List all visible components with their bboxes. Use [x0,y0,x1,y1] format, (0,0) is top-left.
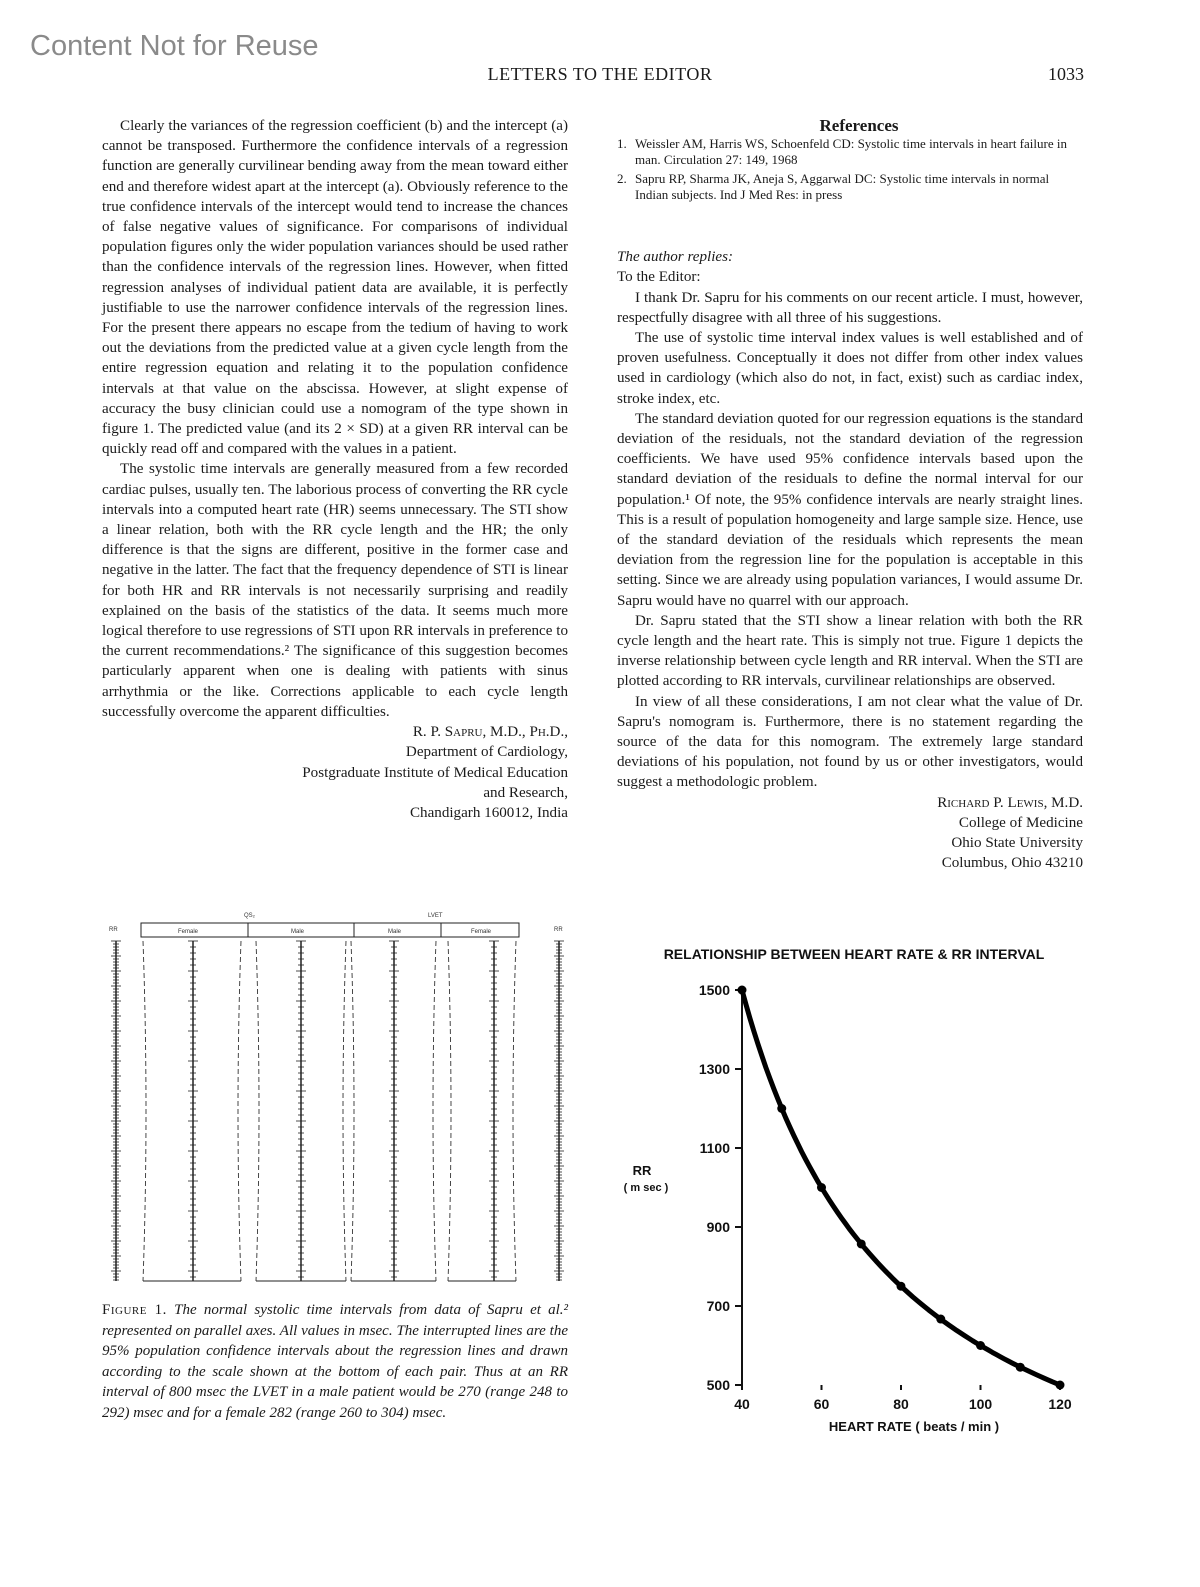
page-number: 1033 [1048,64,1084,84]
y-axis-label: RR [632,1163,652,1178]
left-paragraph-2: The systolic time intervals are generally measured from a few recorded cardiac pulses, usually ten. The laborious process of converting the RR cycle intervals into a computed heart rate (HR) seems unnecessary. The STI show a linear relation, both with the RR cycle length and the HR; the only difference is that the signs are different, positive in the former case and negative in the latter. The fact that the frequency dependence of STI is linear for both HR and RR intervals is not necessarily surprising and readily explained on the basis of the statistics of the data. It seems much more logical therefore to use regressions of STI upon RR intervals in preference to the current recommendations.² The significance of this suggestion becomes particularly apparent when one is dealing with patients with sinus arrhythmia or the like. Corrections applicable to each cycle length successfully overcome the apparent difficulties. [102,461,568,720]
confidence-interval-line [238,941,241,1281]
confidence-interval-line [256,941,259,1281]
figure1-caption [102,1300,568,1423]
group-label-qs2: QS₂ [244,913,255,919]
sapru-signature-inst: Postgraduate Institute of Medical Education [302,764,568,781]
reply-salutation: To the Editor: [617,269,701,286]
confidence-interval-line [448,941,451,1281]
lewis-signature-name: Richard P. Lewis, M.D. [937,794,1083,811]
data-point [1056,1381,1065,1390]
sapru-signature-city: Chandigarh 160012, India [409,804,568,821]
reference-item [617,171,1083,203]
y-tick-label: 1100 [699,1140,730,1156]
panel-label-female-1: Female [178,929,199,935]
reply-paragraph-3: The standard deviation quoted for our regression equations is the standard deviation of the residuals, not the standard deviation of the regression coefficients. We have used 95% confidence intervals based upon the standard deviation of the residuals to define the normal interval for our population.¹ Of note, the 95% confidence intervals are nearly straight lines. This is a result of population homogeneity and large sample size. Hence, use of the standard deviation of the residuals which represents the mean deviation from the regression line for the population is acceptable in this setting. Since we are already using population variances, I would assume Dr. Sapru would have no quarrel with our approach. [617,410,1083,609]
confidence-interval-line [343,941,346,1281]
reference-text: Sapru RP, Sharma JK, Aneja S, Aggarwal DC: Systolic time intervals in normal Indian subjects. Ind J Med Res: in press [635,171,1050,203]
data-point [857,1239,866,1248]
reference-item [617,136,1083,168]
y-tick-label: 900 [706,1219,730,1235]
data-point [936,1315,945,1324]
confidence-interval-line [351,941,354,1281]
data-point [976,1341,985,1350]
running-head [0,64,1200,88]
data-point [817,1183,826,1192]
reference-number: 1. [617,136,627,152]
x-tick-label: 80 [893,1396,909,1412]
watermark: Content Not for Reuse [30,30,319,62]
x-tick-label: 100 [968,1396,993,1412]
y-tick-label: 1300 [698,1061,730,1077]
reference-text: Weissler AM, Harris WS, Schoenfeld CD: Systolic time intervals in heart failure in man. Circulation 27: 149, 1968 [635,136,1067,168]
lewis-signature-univ: Ohio State University [951,835,1083,852]
sapru-signature-inst2: and Research, [483,784,568,801]
x-axis-label: HEART RATE ( beats / min ) [828,1419,1000,1434]
x-tick-label: 120 [1048,1396,1072,1412]
group-label-lvet: LVET [428,913,443,919]
sapru-signature-name: R. P. Sapru, M.D., Ph.D., [412,724,568,741]
confidence-interval-line [513,941,516,1281]
lewis-signature-college: College of Medicine [958,814,1083,831]
nomogram-axes [111,941,564,1281]
running-title: LETTERS TO THE EDITOR [487,64,713,84]
panel-label-male-2: Male [388,929,402,935]
chart-ticks [699,982,1072,1412]
reply-label: The author replies: [617,249,733,266]
series-line [742,990,1060,1385]
panel-label-female-2: Female [471,929,492,935]
figure1-caption-label: Figure 1. [102,1302,167,1318]
confidence-interval-line [433,941,436,1281]
data-point [1016,1363,1025,1372]
figure1-caption-text: The normal systolic time intervals from data of Sapru et al.² represented on parallel axes. All values in msec. The interrupted lines are the 95% population confidence intervals about the regression lines and drawn according to the scale shown at the bottom of each pair. Thus at an RR interval of 800 msec the LVET in a male patient would be 270 (range 248 to 292) msec and for a female 282 (range 260 to 304) msec. [102,1302,569,1421]
reply-paragraph-4: Dr. Sapru stated that the STI show a linear relation with both the RR cycle length and the heart rate. This is simply not true. Figure 1 depicts the inverse relationship between cycle length and RR interval. When the STI are plotted according to RR intervals, curvilinear relationships are observed. [617,612,1083,690]
rr-label-left: RR [109,927,118,933]
left-paragraph-1: Clearly the variances of the regression coefficient (b) and the intercept (a) cannot be transposed. Furthermore the confidence intervals of a regression function are generally curvilinear bending away from the mean toward either end and therefore widest apart at the intercept (a). Obviously reference to the true confidence intervals of the intercept would tend to increase the chances of false negative values of significance. For comparisons of individual population figures only the wider population variances should be used rather than the confidence intervals of the regression lines. However, when fitted regression analyses of individual patient data are available, it is perfectly justifiable to use the narrower confidence intervals of the regression lines. For the present there appears no escape from the tedium of having to work out the deviations from the predicted value at a given cycle length from the entire regression equation and relating it to the population confidence intervals at that value on the abscissa. However, at slight expense of accuracy the busy clinician could use a nomogram of the type shown in figure 1. The predicted value (and its 2 × SD) at a given RR interval can be quickly read off and compared with the values in a patient. [102,118,568,458]
data-point [738,986,747,995]
y-tick-label: 700 [706,1298,730,1314]
left-column [102,116,568,823]
y-tick-label: 1500 [698,982,730,998]
reference-number: 2. [617,171,627,187]
confidence-interval-line [143,941,146,1281]
panel-label-male-1: Male [291,929,305,935]
sapru-signature-dept: Department of Cardiology, [405,744,568,761]
series-points [738,986,1065,1390]
reply-paragraph-5: In view of all these considerations, I am not clear what the value of Dr. Sapru's nomogram is. Furthermore, there is no statement regarding the source of the data for this nomogram. The extremely large standard deviations of his population, not found by us or other investigators, would suggest a methodologic problem. [617,693,1083,791]
nomogram-figure [96,905,580,1291]
reply-paragraph-1: I thank Dr. Sapru for his comments on our recent article. I must, however, respectfully disagree with all three of his suggestions. [617,289,1083,326]
x-tick-label: 60 [813,1396,830,1412]
chart-title: RELATIONSHIP BETWEEN HEART RATE & RR INTERVAL [663,946,1045,962]
data-point [897,1282,906,1291]
data-point [777,1104,786,1113]
references-heading: References [819,116,899,135]
lewis-signature-city: Columbus, Ohio 43210 [941,855,1083,872]
reply-paragraph-2: The use of systolic time interval index values is well established and of proven usefulness. Conceptually it does not differ from other index values used in cardiology (which also do not, in fact, exist) such as cardiac index, stroke index, etc. [617,330,1083,407]
heart-rate-rr-chart [604,930,1104,1450]
right-column [617,116,1083,874]
references-list [617,136,1083,203]
rr-label-right: RR [554,927,563,933]
y-tick-label: 500 [706,1377,730,1393]
x-tick-label: 40 [734,1396,750,1412]
y-axis-unit: ( m sec ) [623,1182,669,1194]
